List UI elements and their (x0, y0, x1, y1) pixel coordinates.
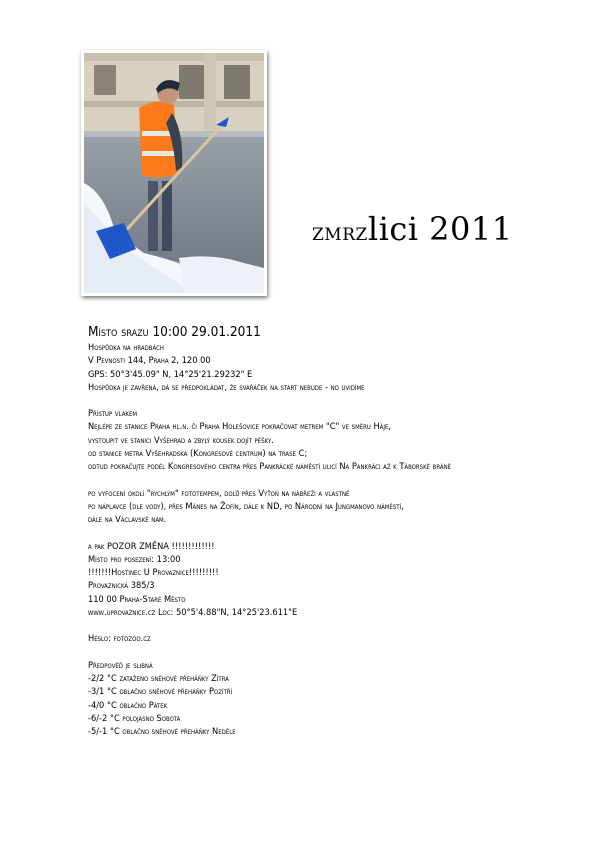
title-part-2: lici (367, 210, 419, 248)
meeting-heading: Místo srazu 10:00 29.01.2011 (88, 324, 261, 340)
meeting-line: V Pevnosti 144, Praha 2, 120 00 (88, 355, 211, 367)
forecast-heading: Předpověď je slibná (88, 659, 153, 671)
password-line: Heslo: fotozoo.cz (88, 633, 151, 645)
access-line: od stanice metra Vyšehradská (Kongresové centrum) na trase C; (88, 448, 308, 460)
title-year: 2011 (429, 210, 513, 248)
change-line: !!!!!!!Hostinec U Provaznice!!!!!!!!! (88, 567, 219, 579)
page-title (312, 210, 513, 248)
access-line: Přístup vlakem (88, 408, 138, 420)
access-line: odtud pokračujte podél Kongresového centra přes Pankrácké náměstí ulicí Na Pankráci až k Táborské bráně (88, 461, 452, 473)
title-part-1: zmrz (312, 218, 368, 246)
access-line: vystoupit ve stanici Vyšehrad a zbylý kousek dojít pěšky. (88, 434, 274, 446)
access-line: Nejlépe ze stanice Praha hl.n. či Praha Holešovice pokračovat metrem "C" ve směru Háje, (88, 421, 392, 433)
forecast-line: -6/-2 °C polojasno Sobota (88, 712, 181, 724)
photo-image (84, 53, 264, 293)
meeting-line: Hospůdka na hradbách (88, 342, 164, 353)
photo-snow-shoveler (81, 50, 267, 296)
forecast-line: -4/0 °C oblačno Pátek (88, 699, 168, 711)
change-line: a pak POZOR ZMĚNA !!!!!!!!!!!!! (88, 540, 215, 552)
change-line: www.uprovaznice.cz Loc: 50°5'4.88"N, 14°25'23.611"E (88, 607, 298, 619)
change-line: 110 00 Praha-Staré Město (88, 593, 186, 605)
forecast-line: -2/2 °C zataženo sněhové přeháňky Zítra (88, 672, 229, 684)
meeting-line: Hospůdka je zavřená, dá se předpokládat, že svařáček na start nebude - no uvidíme (88, 381, 365, 393)
event-details (88, 324, 588, 738)
route-line: po náplavce (dle vody), přes Mánes na Žofín, dále k ND, po Národní na Jungmanovo náměstí, (88, 500, 404, 512)
meeting-line: GPS: 50°3'45.09" N, 14°25'21.29232" E (88, 368, 253, 380)
change-line: Místo pro posezení: 13:00 (88, 553, 181, 565)
route-line: po vyfocení okolí "rychlým" fototempem, dolů přes Vyťoň na nábřeží a vlastně (88, 487, 350, 499)
forecast-line: -3/1 °C oblačno sněhové přeháňky Pozítří (88, 686, 233, 698)
change-line: Provaznická 385/3 (88, 580, 155, 592)
forecast-line: -5/-1 °C oblačno sněhové přeháňky Neděle (88, 726, 236, 738)
route-line: dále na Václavské nám. (88, 514, 167, 526)
